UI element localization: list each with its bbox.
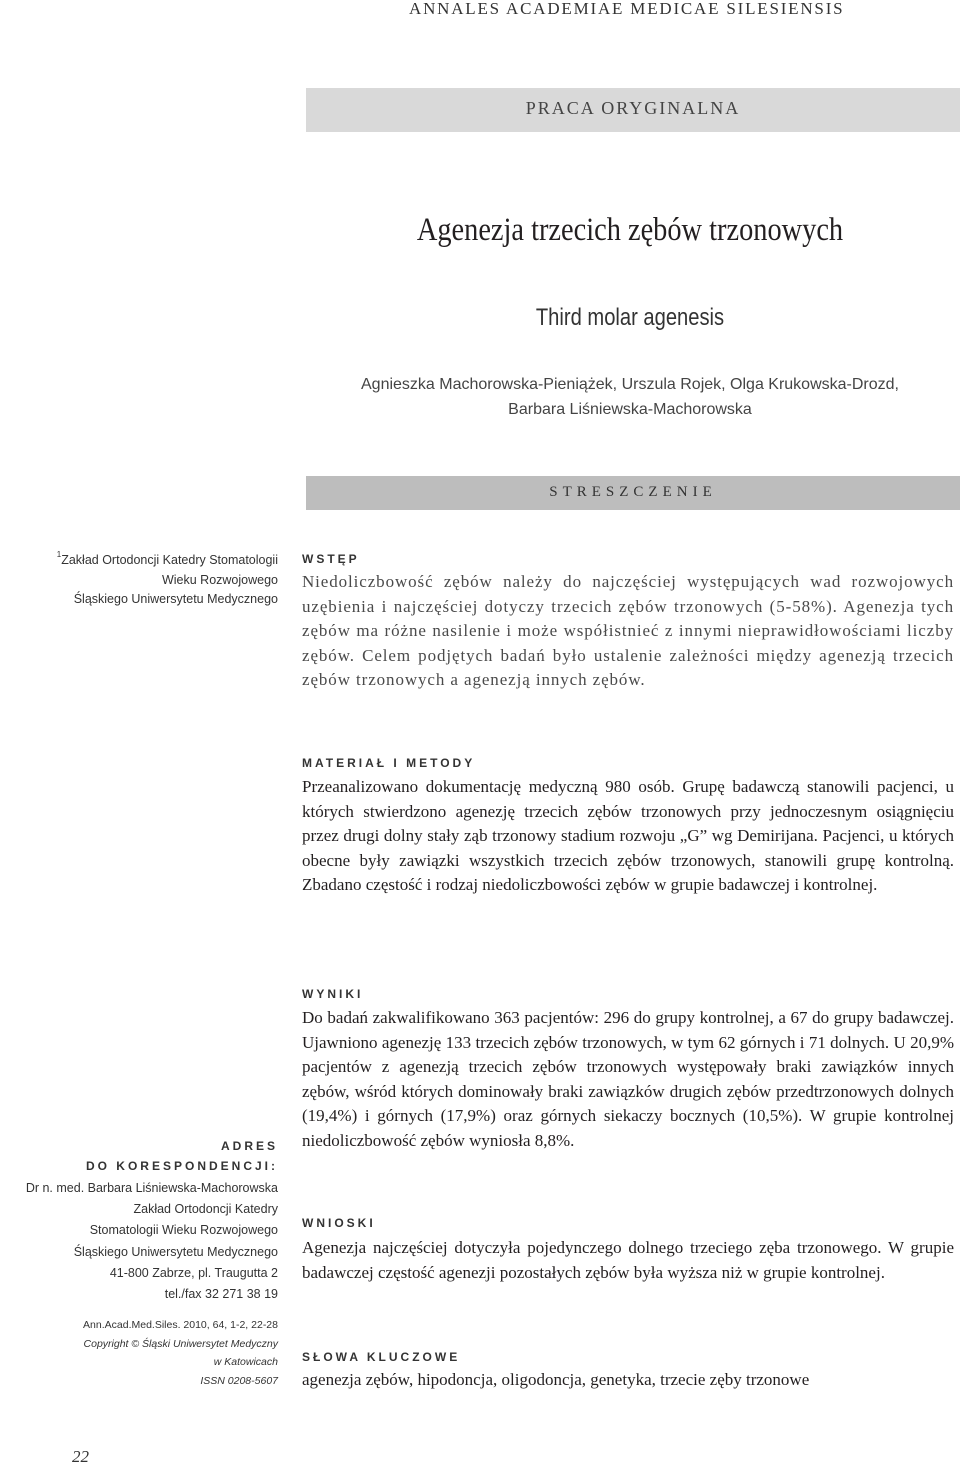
section-text-results: Do badań zakwalifikowano 363 pacjentów: 296 do grupy kontrolnej, a 67 do grupy badawczej. Ujawniono agenezję 133 trzecich zębów trzonowych, w tym 62 górnych i 71 dolnych. U 20,9% pacjentów z agenezją trzecich zębów trzonowych występowały braki zawiązków innych zębów, wśród których dominowały braki zawiązków drugich zębów przedtrzonowych dolnych (19,4%) i górnych (17,9%) oraz górnych siekaczy bocznych (10,5%). W grupie kontrolnej niedoliczbowość zębów wyniosła 8,8%. xyxy=(302,1008,954,1150)
affiliation-line: Śląskiego Uniwersytetu Medycznego xyxy=(73,592,278,606)
copyright-line: Copyright © Śląski Uniwersytet Medyczny xyxy=(83,1337,278,1350)
section-heading-conclusions: WNIOSKI xyxy=(302,1216,376,1230)
address-line: Stomatologii Wieku Rozwojowego xyxy=(89,1223,278,1238)
affiliation-line: Wieku Rozwojowego xyxy=(161,572,278,587)
address-line: tel./fax 32 271 38 19 xyxy=(164,1287,278,1302)
article-type-label: PRACA ORYGINALNA xyxy=(525,98,741,118)
section-text-keywords: agenezja zębów, hipodoncja, oligodoncja, genetyka, trzecie zęby trzonowe xyxy=(302,1370,810,1389)
address-line: Śląskiego Uniwersytetu Medycznego xyxy=(73,1244,278,1259)
article-title-english: Third molar agenesis xyxy=(535,304,725,331)
abstract-label: STRESZCZENIE xyxy=(549,484,717,500)
section-text-methods: Przeanalizowano dokumentację medyczną 980 osób. Grupę badawczą stanowili pacjenci, u których stwierdzono agenezję trzecich zębów trzonowych przy jednoczesnym osiągnięciu przez drugi dolny stały ząb trzonowy stadium rozwoju „G” wg Demirijana. Pacjenci, u których obecne były zawiązki wszystkich trzecich zębów trzonowych, stanowili grupę kontrolną. Zbadano częstość i rodzaj niedoliczbowości zębów w grupie badawczej i kontrolnej. xyxy=(302,777,954,895)
section-heading-keywords: SŁOWA KLUCZOWE xyxy=(302,1350,461,1364)
correspondence-heading: ADRES DO KORESPONDENCJI: xyxy=(85,1139,278,1173)
address-line: Dr n. med. Barbara Liśniewska-Machorowska xyxy=(25,1181,278,1195)
author-list xyxy=(300,372,960,422)
section-heading-methods: MATERIAŁ I METODY xyxy=(302,756,476,770)
journal-citation xyxy=(20,1316,278,1390)
article-type-banner xyxy=(306,88,960,132)
correspondence-address xyxy=(0,1178,278,1305)
page-number: 22 xyxy=(72,1447,89,1466)
address-line: Zakład Ortodoncji Katedry xyxy=(133,1202,278,1217)
affiliation-line: $^1$Zakład Ortodoncji Katedry Stomatologii xyxy=(56,550,278,567)
section-text-introduction: Niedoliczbowość zębów należy do najczęściej występujących wad rozwojowych uzębienia i najczęściej dotyczy trzecich zębów trzonowych (5-58%). Agenezja tych zębów ma różne nasilenie i może współistnieć z innymi nieprawidłowościami liczby zębów. Celem podjętych badań było ustalenie zależności między agenezją trzecich zębów trzonowych a agenezją innych zębów. xyxy=(302,572,954,690)
author-line: Barbara Liśniewska-Machorowska xyxy=(508,401,752,418)
copyright-line: w Katowicach xyxy=(213,1356,278,1368)
issn-line: ISSN 0208-5607 xyxy=(200,1374,278,1387)
article-title-polish: Agenezja trzecich zębów trzonowych xyxy=(416,212,844,248)
section-heading-results: WYNIKI xyxy=(302,987,364,1001)
address-line: 41-800 Zabrze, pl. Traugutta 2 xyxy=(109,1265,278,1280)
affiliation-marker: 1 xyxy=(56,550,62,559)
abstract-banner xyxy=(306,476,960,510)
journal-name: ANNALES ACADEMIAE MEDICAE SILESIENSIS xyxy=(409,0,845,18)
author-affiliation xyxy=(30,551,278,610)
author-line: Agnieszka Machorowska-Pieniążek, Urszula Rojek, Olga Krukowska-Drozd, xyxy=(361,376,899,393)
section-text-conclusions: Agenezja najczęściej dotyczyła pojedynczego dolnego trzeciego zęba trzonowego. W grupie badawczej częstość agenezji pozostałych zębów była wyższa niż w grupie kontrolnej. xyxy=(302,1238,954,1282)
citation-line: Ann.Acad.Med.Siles. 2010, 64, 1-2, 22-28 xyxy=(83,1319,278,1331)
section-heading-introduction: WSTĘP xyxy=(302,552,360,566)
